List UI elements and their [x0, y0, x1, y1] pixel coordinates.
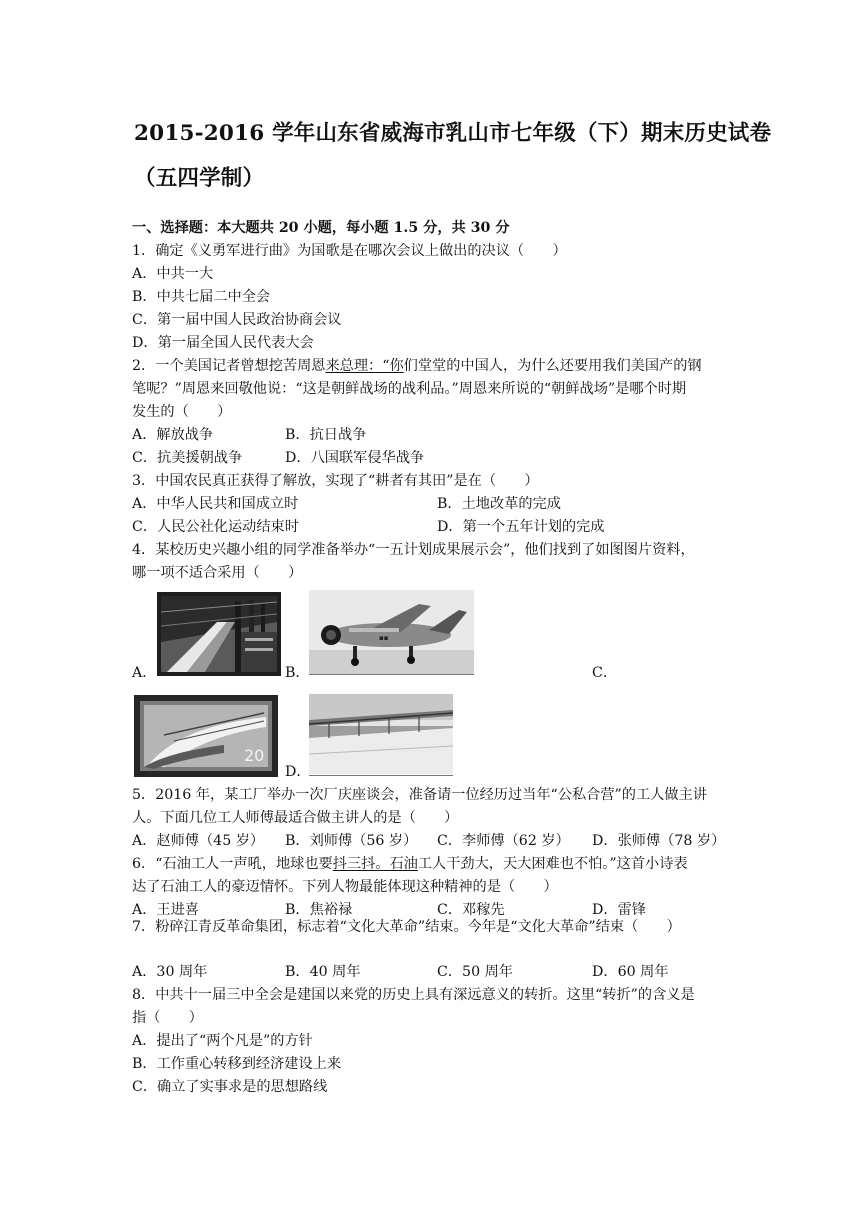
bridge-river-photo	[309, 694, 453, 774]
q4-label-b: B．	[285, 665, 310, 681]
q1-option-d: D．第一届全国人民代表大会	[132, 335, 314, 351]
q2-stem-pre: 2．一个美国记者曾想挖苦周恩	[132, 358, 326, 374]
q8-option-a: A．提出了“两个凡是”的方针	[132, 1033, 313, 1049]
q4-label-a: A．	[132, 665, 157, 681]
q7-option-a: A．30 周年	[132, 964, 208, 980]
q6-option-b: B．焦裕禄	[285, 902, 353, 918]
q7-option-c: C．50 周年	[437, 964, 513, 980]
stamp-value-text: 20	[244, 746, 265, 765]
q6-stem-line1	[132, 855, 688, 873]
q2-stem-line2: 笔呢？”周恩来回敬他说：“这是朝鲜战场的战利品。”周恩来所说的“朝鲜战场”是哪个时期	[132, 381, 687, 397]
exam-title-line1: 2015-2016 学年山东省威海市乳山市七年级（下）期末历史试卷	[134, 121, 772, 146]
q3-option-d: D．第一个五年计划的完成	[437, 519, 605, 535]
q2-option-d: D．八国联军侵华战争	[285, 450, 425, 466]
q5-option-d: D．张师傅（78 岁）	[592, 833, 726, 849]
q8-stem-line2: 指（ ）	[132, 1010, 203, 1026]
q3-option-a: A．中华人民共和国成立时	[132, 496, 299, 512]
q8-option-c: C．确立了实事求是的思想路线	[132, 1079, 328, 1095]
q6-stem-post: 工人干劲大，天大困难也不怕。”这首小诗表	[417, 856, 688, 872]
q2-option-b: B．抗日战争	[285, 427, 367, 443]
q1-stem: 1．确定《义勇军进行曲》为国歌是在哪次会议上做出的决议（ ）	[132, 243, 567, 259]
image-d-baseline	[309, 775, 453, 776]
q6-option-a: A．王进喜	[132, 902, 199, 918]
q6-option-c: C．邓稼先	[437, 902, 505, 918]
factory-photo	[157, 592, 281, 676]
q7-option-b: B．40 周年	[285, 964, 361, 980]
q4-label-d: D．	[285, 764, 311, 780]
q6-stem-underlined: 抖三抖。石油	[332, 856, 418, 872]
svg-text:▪▪: ▪▪	[379, 634, 389, 642]
q6-stem-line2: 达了石油工人的豪迈情怀。下列人物最能体现这种精神的是（ ）	[132, 879, 558, 895]
q2-stem-underlined: 来总理：“你	[325, 358, 404, 374]
q5-option-b: B．刘师傅（56 岁）	[285, 833, 418, 849]
q1-option-a: A．中共一大	[132, 266, 214, 282]
q4-label-c: C．	[592, 665, 618, 681]
q5-option-a: A．赵师傅（45 岁）	[132, 833, 265, 849]
q1-option-c: C．第一届中国人民政治协商会议	[132, 312, 342, 328]
q5-stem-line2: 人。下面几位工人师傅最适合做主讲人的是（ ）	[132, 810, 459, 826]
q4-stem-line2: 哪一项不适合采用（ ）	[132, 565, 303, 581]
q2-stem-line3: 发生的（ ）	[132, 404, 232, 420]
q1-option-b: B．中共七届二中全会	[132, 289, 271, 305]
q3-option-c: C．人民公社化运动结束时	[132, 519, 299, 535]
q8-stem-line1: 8．中共十一届三中全会是建国以来党的历史上具有深远意义的转折。这里“转折”的含义是	[132, 987, 695, 1003]
q6-option-d: D．雷锋	[592, 902, 646, 918]
q7-stem: 7．粉碎江青反革命集团，标志着“文化大革命”结束。今年是“文化大革命”结束（ ）	[132, 919, 681, 935]
image-b-baseline	[309, 674, 474, 675]
q4-stem-line1: 4．某校历史兴趣小组的同学准备举办“一五计划成果展示会”，他们找到了如图图片资料，	[132, 542, 695, 558]
q6-stem-pre: 6．“石油工人一声吼，地球也要	[132, 856, 333, 872]
jet-plane-photo	[309, 590, 474, 674]
exam-title-line2: （五四学制）	[134, 166, 265, 191]
q2-option-c: C．抗美援朝战争	[132, 450, 243, 466]
q2-stem-line1	[132, 357, 702, 375]
q5-option-c: C．李师傅（62 岁）	[437, 833, 570, 849]
q2-stem-post: 们堂堂的中国人，为什么还要用我们美国产的钢	[403, 358, 702, 374]
q5-stem-line1: 5．2016 年，某工厂举办一次厂庆座谈会，准备请一位经历过当年“公私合营”的工人做主讲	[132, 787, 707, 803]
section-heading: 一、选择题：本大题共 20 小题，每小题 1.5 分，共 30 分	[132, 220, 510, 236]
bridge-stamp-20	[134, 695, 278, 777]
q8-option-b: B．工作重心转移到经济建设上来	[132, 1056, 342, 1072]
q3-stem: 3．中国农民真正获得了解放，实现了“耕者有其田”是在（ ）	[132, 473, 539, 489]
q2-option-a: A．解放战争	[132, 427, 214, 443]
q3-option-b: B．土地改革的完成	[437, 496, 561, 512]
q7-option-d: D．60 周年	[592, 964, 669, 980]
